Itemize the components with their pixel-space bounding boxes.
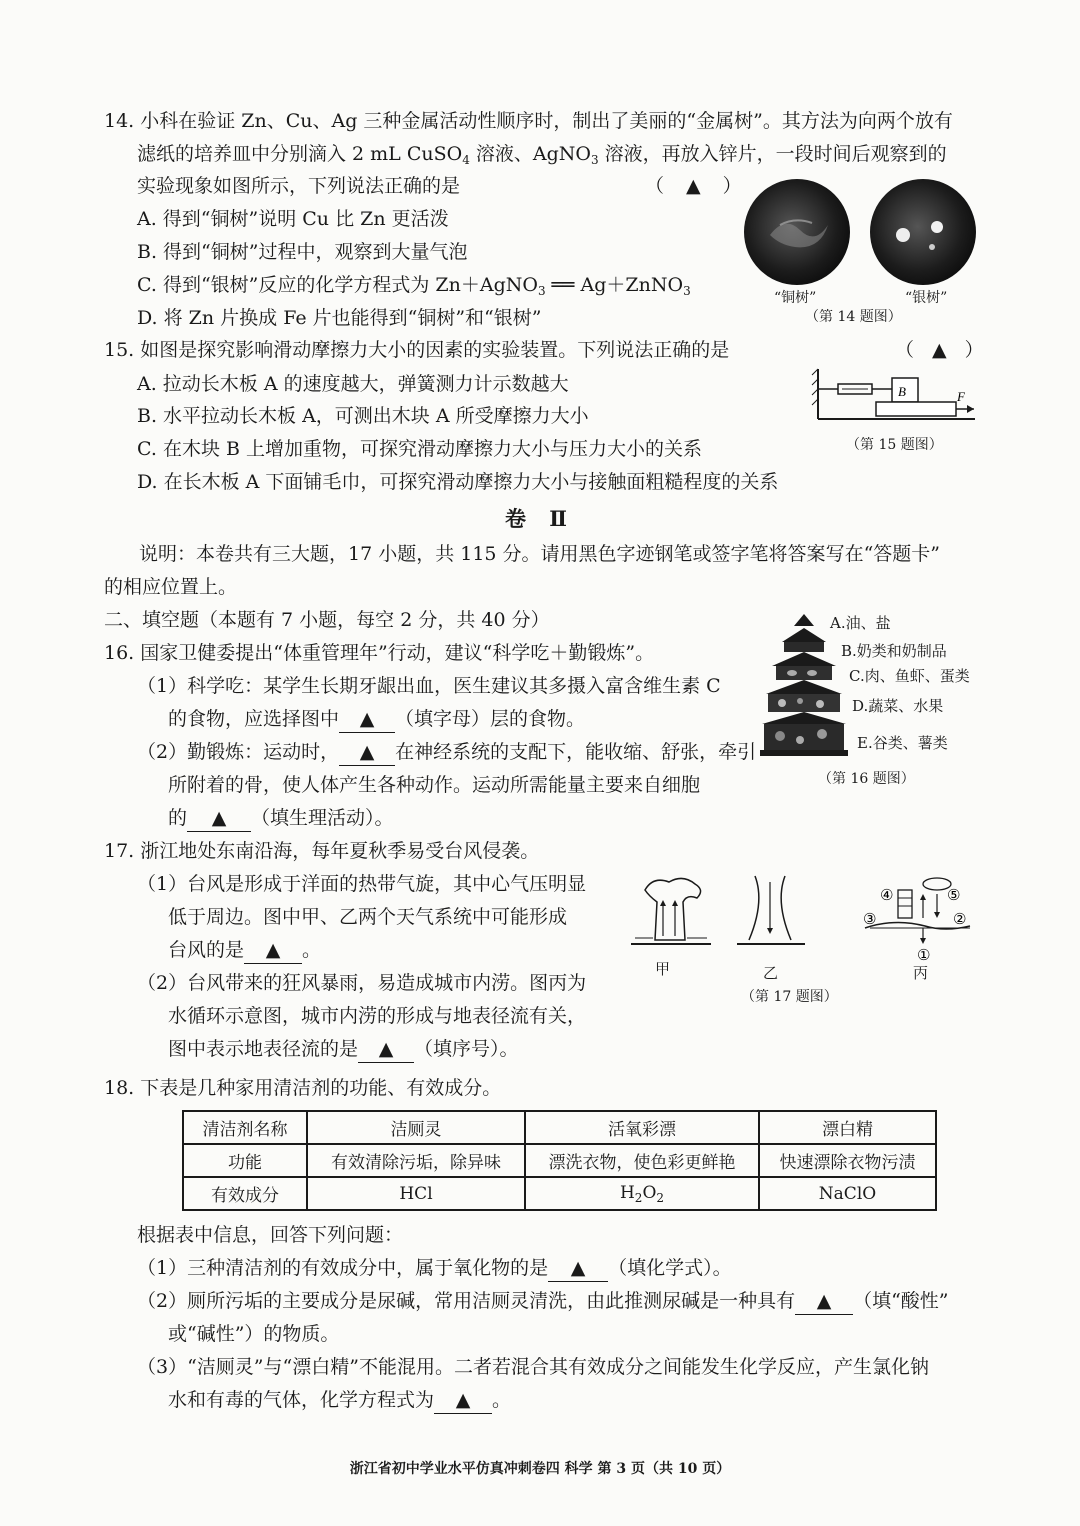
q17-p2-line1: （2）台风带来的狂风暴雨，易造成城市内涝。图丙为 xyxy=(137,972,587,994)
blank-q16-2 xyxy=(339,739,395,766)
q14-figure-caption: （第 14 题图） xyxy=(805,309,902,325)
table-cell: 漂白精 xyxy=(759,1111,936,1144)
cycle-num-1: ① xyxy=(917,946,931,962)
q15-figure xyxy=(810,365,980,427)
volume-2-note-line2: 的相应位置上。 xyxy=(104,576,238,598)
answer-triangle-icon: ▲ xyxy=(265,939,281,961)
label-jia: 甲 xyxy=(655,960,671,978)
q16-line1: 16. 国家卫健委提出“体重管理年”行动，建议“科学吃＋勤锻炼”。 xyxy=(104,642,655,664)
cycle-num-4: ④ xyxy=(880,886,894,904)
q15-option-a: A. 拉动长木板 A 的速度越大，弹簧测力计示数越大 xyxy=(137,373,569,395)
q14-line2: 滤纸的培养皿中分别滴入 2 mL CuSO$_4$ 溶液、AgNO$_3$ 溶液，再放入锌片，一段时间后观察到的 xyxy=(137,143,947,167)
label-yi: 乙 xyxy=(763,964,779,982)
label-b: B xyxy=(898,384,906,399)
cycle-num-2: ② xyxy=(953,910,967,928)
blank-q18-2 xyxy=(795,1288,853,1315)
cycle-num-3: ③ xyxy=(863,910,877,928)
q15-option-b: B. 水平拉动长木板 A，可测出木块 A 所受摩擦力大小 xyxy=(137,405,589,427)
section-2-heading: 二、填空题（本题有 7 小题，每空 2 分，共 40 分） xyxy=(104,609,550,631)
answer-triangle-icon: ▲ xyxy=(359,741,375,763)
pagoda-label-d: D.蔬菜、水果 xyxy=(852,697,944,715)
blank-q16-3 xyxy=(187,805,251,832)
answer-triangle-icon: ▲ xyxy=(359,708,375,730)
q18-p3-line2: 水和有毒的气体，化学方程式为 ▲ 。 xyxy=(168,1387,511,1414)
table-cell: HCl xyxy=(307,1177,525,1210)
q15-line1: 15. 如图是探究影响滑动摩擦力大小的因素的实验装置。下列说法正确的是 xyxy=(104,339,730,361)
blank-q18-1 xyxy=(548,1255,608,1282)
q16-p2-line3: 的 ▲ （填生理活动）。 xyxy=(168,805,394,832)
answer-triangle-icon: ▲ xyxy=(211,807,227,829)
answer-triangle-icon: ▲ xyxy=(932,339,947,361)
pagoda-label-c: C.肉、鱼虾、蛋类 xyxy=(849,667,970,685)
q17-figure xyxy=(625,872,985,962)
blank-q17-1 xyxy=(244,937,302,964)
cleaner-table xyxy=(182,1110,937,1211)
q17-p2-line2: 水循环示意图，城市内涝的形成与地表径流有关， xyxy=(168,1005,587,1027)
q18-p1: （1）三种清洁剂的有效成分中，属于氧化物的是 ▲ （填化学式）。 xyxy=(137,1255,732,1282)
q18-p2-line2: 或“碱性”）的物质。 xyxy=(168,1323,340,1345)
blank-q17-2 xyxy=(358,1036,414,1063)
q17-figure-caption: （第 17 题图） xyxy=(741,989,838,1005)
pagoda-label-e: E.谷类、薯类 xyxy=(857,734,948,752)
q14-option-c: C. 得到“银树”反应的化学方程式为 Zn＋AgNO$_3$ ══ Ag＋ZnNO$_3$ xyxy=(137,274,691,298)
pagoda-label-a: A.油、盐 xyxy=(830,614,891,632)
q15-answer-paren: （ ▲ ） xyxy=(895,339,984,361)
q15-option-d: D. 在长木板 A 下面铺毛巾，可探究滑动摩擦力大小与接触面粗糙程度的关系 xyxy=(137,471,779,493)
table-row xyxy=(183,1144,936,1177)
volume-2-note-line1: 说明：本卷共有三大题，17 小题，共 115 分。请用黑色字迹钢笔或签字笔将答案写在“答题卡” xyxy=(139,543,940,565)
silver-tree-dish xyxy=(870,179,976,285)
table-cell: 快速漂除衣物污渍 xyxy=(759,1144,936,1177)
table-cell: 洁厕灵 xyxy=(307,1111,525,1144)
q16-p1-line2: 的食物，应选择图中 ▲ （填字母）层的食物。 xyxy=(168,706,585,733)
food-pagoda-icon xyxy=(760,612,850,762)
answer-triangle-icon: ▲ xyxy=(686,175,701,197)
cycle-num-5: ⑤ xyxy=(947,886,961,904)
q14-line3: 实验现象如图所示，下列说法正确的是 xyxy=(137,175,461,197)
q14-option-b: B. 得到“铜树”过程中，观察到大量气泡 xyxy=(137,241,468,263)
table-cell: 功能 xyxy=(183,1144,307,1177)
q18-line1: 18. 下表是几种家用清洁剂的功能、有效成分。 xyxy=(104,1077,502,1099)
blank-q18-3 xyxy=(434,1387,492,1414)
table-cell: 有效成分 xyxy=(183,1177,307,1210)
table-cell: $H_2O_2$ xyxy=(525,1177,759,1210)
answer-triangle-icon: ▲ xyxy=(455,1389,471,1411)
silver-tree-label: “银树” xyxy=(905,290,948,306)
q16-p1-line1: （1）科学吃：某学生长期牙龈出血，医生建议其多摄入富含维生素 C xyxy=(137,675,721,697)
q16-p2-line1: （2）勤锻炼：运动时， ▲ 在神经系统的支配下，能收缩、舒张，牵引 xyxy=(137,739,756,766)
q14-option-d: D. 将 Zn 片换成 Fe 片也能得到“铜树”和“银树” xyxy=(137,307,542,329)
q14-figure xyxy=(740,175,980,290)
q18-p2-line1: （2）厕所污垢的主要成分是尿碱，常用洁厕灵清洗，由此推测尿碱是一种具有 ▲ （填“酸性” xyxy=(137,1288,949,1315)
q17-line1: 17. 浙江地处东南沿海，每年夏秋季易受台风侵袭。 xyxy=(104,840,540,862)
label-f: F xyxy=(957,389,965,404)
q16-figure-caption: （第 16 题图） xyxy=(818,771,915,787)
q14-option-a: A. 得到“铜树”说明 Cu 比 Zn 更活泼 xyxy=(137,208,449,230)
answer-triangle-icon: ▲ xyxy=(816,1290,832,1312)
q17-p1-line3: 台风的是 ▲ 。 xyxy=(168,937,321,964)
q17-p1-line1: （1）台风是形成于洋面的热带气旋，其中心气压明显 xyxy=(137,873,587,895)
page-footer: 浙江省初中学业水平仿真冲刺卷四 科学 第 3 页（共 10 页） xyxy=(349,1461,731,1477)
table-cell: NaClO xyxy=(759,1177,936,1210)
answer-triangle-icon: ▲ xyxy=(570,1257,586,1279)
copper-tree-label: “铜树” xyxy=(774,290,817,306)
board-a xyxy=(876,402,956,416)
table-row xyxy=(183,1111,936,1144)
table-cell: 有效清除污垢，除异味 xyxy=(307,1144,525,1177)
blank-q16-1 xyxy=(339,706,395,733)
q17-p1-line2: 低于周边。图中甲、乙两个天气系统中可能形成 xyxy=(168,906,568,928)
table-cell: 活氧彩漂 xyxy=(525,1111,759,1144)
table-cell: 清洁剂名称 xyxy=(183,1111,307,1144)
q18-intro: 根据表中信息，回答下列问题： xyxy=(137,1224,404,1246)
q14-answer-paren: （ ▲ ） xyxy=(645,175,742,197)
table-cell: 漂洗衣物，使色彩更鲜艳 xyxy=(525,1144,759,1177)
volume-2-title: 卷 Ⅱ xyxy=(505,506,576,531)
q17-p2-line3: 图中表示地表径流的是 ▲ （填序号）。 xyxy=(168,1036,519,1063)
label-bing: 丙 xyxy=(913,964,929,982)
q14-line1: 14. 小科在验证 Zn、Cu、Ag 三种金属活动性顺序时，制出了美丽的“金属树”。其方法为向两个放有 xyxy=(104,110,953,132)
q16-p2-line2: 所附着的骨，使人体产生各种动作。运动所需能量主要来自细胞 xyxy=(168,774,701,796)
pagoda-label-b: B.奶类和奶制品 xyxy=(841,642,947,660)
table-row xyxy=(183,1177,936,1210)
q15-option-c: C. 在木块 B 上增加重物，可探究滑动摩擦力大小与压力大小的关系 xyxy=(137,438,702,460)
q15-figure-caption: （第 15 题图） xyxy=(846,437,943,453)
q18-p3-line1: （3）“洁厕灵”与“漂白精”不能混用。二者若混合其有效成分之间能发生化学反应，产生氯化钠 xyxy=(137,1356,929,1378)
answer-triangle-icon: ▲ xyxy=(378,1038,394,1060)
